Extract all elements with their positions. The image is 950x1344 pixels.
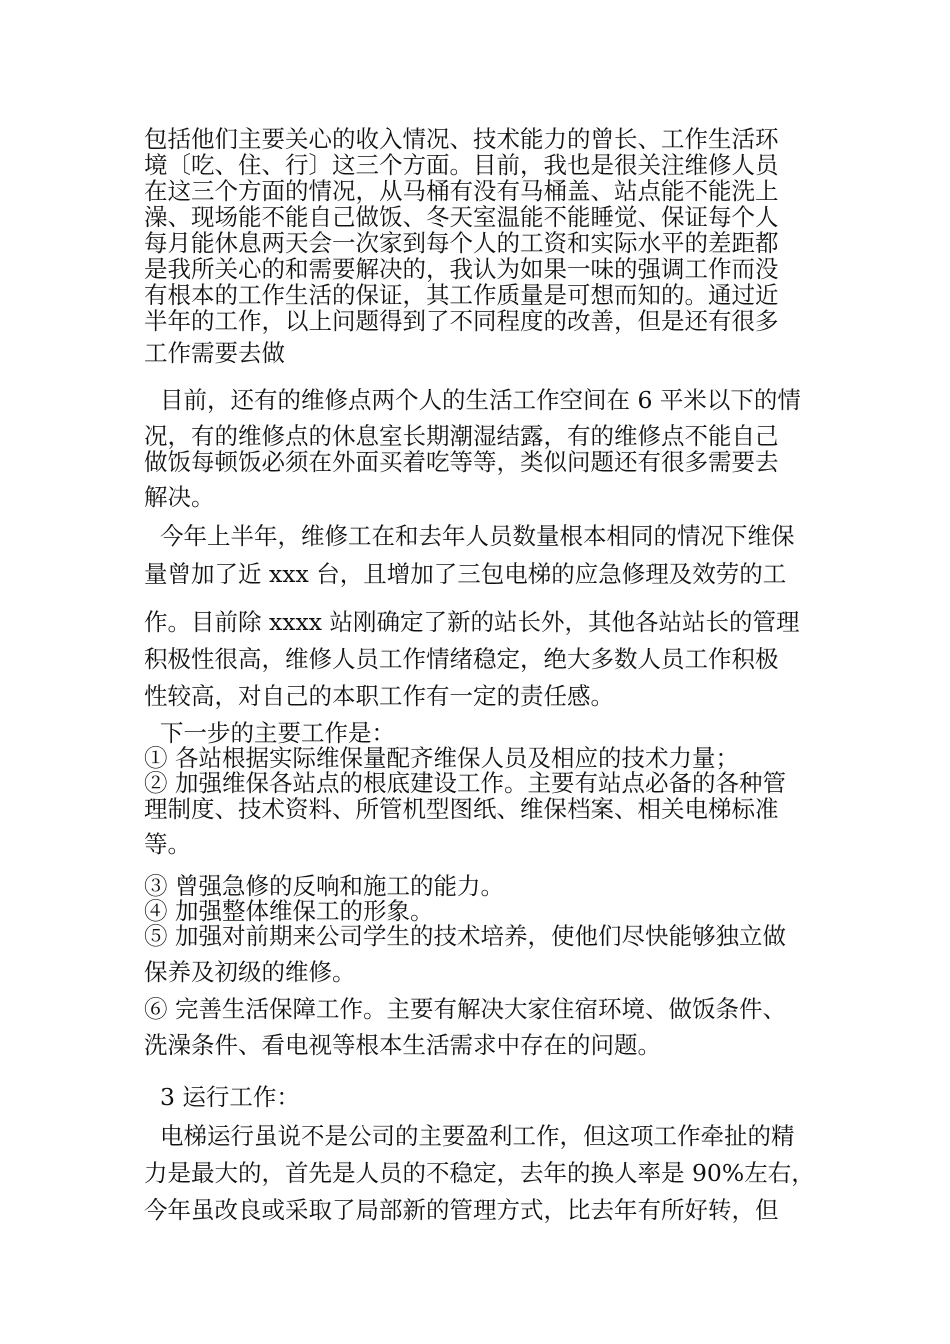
list-item: ④ 加强整体维保工的形象。 [144,897,434,925]
paragraph-start-line: 电梯运行虽说不是公司的主要盈利工作，但这项工作牵扯的精 [160,1122,795,1150]
text-line: 况，有的维修点的休息室长期潮湿结露，有的维修点不能自己 [144,422,779,450]
text-line: 洗澡条件、看电视等根本生活需求中存在的问题。 [144,1031,661,1059]
list-item: ⑤ 加强对前期来公司学生的技术培养，使他们尽快能够独立做 [144,922,786,950]
text-line: 保养及初级的维修。 [144,958,356,986]
text-line: 包括他们主要关心的收入情况、技术能力的曾长、工作生活环 [144,125,779,153]
text-line: 等。 [144,830,191,858]
list-heading: 下一步的主要工作是： [160,719,395,747]
text-line: 工作需要去做 [144,339,285,367]
text-line: 做饭每顿饭必须在外面买着吃等等，类似问题还有很多需要去 [144,448,779,476]
list-item: ③ 曾强急修的反响和施工的能力。 [144,872,504,900]
paragraph-start-line: 目前，还有的维修点两个人的生活工作空间在 6 平米以下的情 [160,386,801,414]
text-line: 半年的工作，以上问题得到了不同程度的改善，但是还有很多 [144,307,779,335]
text-line: 作。目前除 xxxx 站刚确定了新的站长外，其他各站站长的管理 [144,608,800,636]
text-line: 在这三个方面的情况，从马桶有没有马桶盖、站点能不能洗上 [144,177,779,205]
text-line: 积极性很高，维修人员工作情绪稳定，绝大多数人员工作积极 [144,645,779,673]
text-line: 每月能休息两天会一次家到每个人的工资和实际水平的差距都 [144,229,779,257]
list-item: ① 各站根据实际维保量配齐维保人员及相应的技术力量； [144,744,739,772]
text-line: 解决。 [144,483,215,511]
section-heading: 3 运行工作： [160,1083,300,1111]
text-line: 理制度、技术资料、所管机型图纸、维保档案、相关电梯标准 [144,795,779,823]
text-line: 澡、现场能不能自己做饭、冬天室温能不能睡觉、保证每个人 [144,203,779,231]
text-line: 性较高，对自己的本职工作有一定的责任感。 [144,682,614,710]
paragraph-start-line: 今年上半年，维修工在和去年人员数量根本相同的情况下维保 [160,522,795,550]
text-line: 力是最大的，首先是人员的不稳定，去年的换人率是 90%左右， [144,1159,815,1187]
list-item: ⑥ 完善生活保障工作。主要有解决大家住宿环境、做饭条件、 [144,995,786,1023]
text-line: 是我所关心的和需要解决的，我认为如果一味的强调工作而没 [144,255,779,283]
list-item: ② 加强维保各站点的根底建设工作。主要有站点必备的各种管 [144,769,786,797]
text-line: 今年虽改良或采取了局部新的管理方式，比去年有所好转，但 [144,1196,779,1224]
text-line: 境〔吃、住、行〕这三个方面。目前，我也是很关注维修人员 [144,151,779,179]
text-line: 量曾加了近 xxx 台，且增加了三包电梯的应急修理及效劳的工 [144,560,787,588]
text-line: 有根本的工作生活的保证，其工作质量是可想而知的。通过近 [144,281,779,309]
